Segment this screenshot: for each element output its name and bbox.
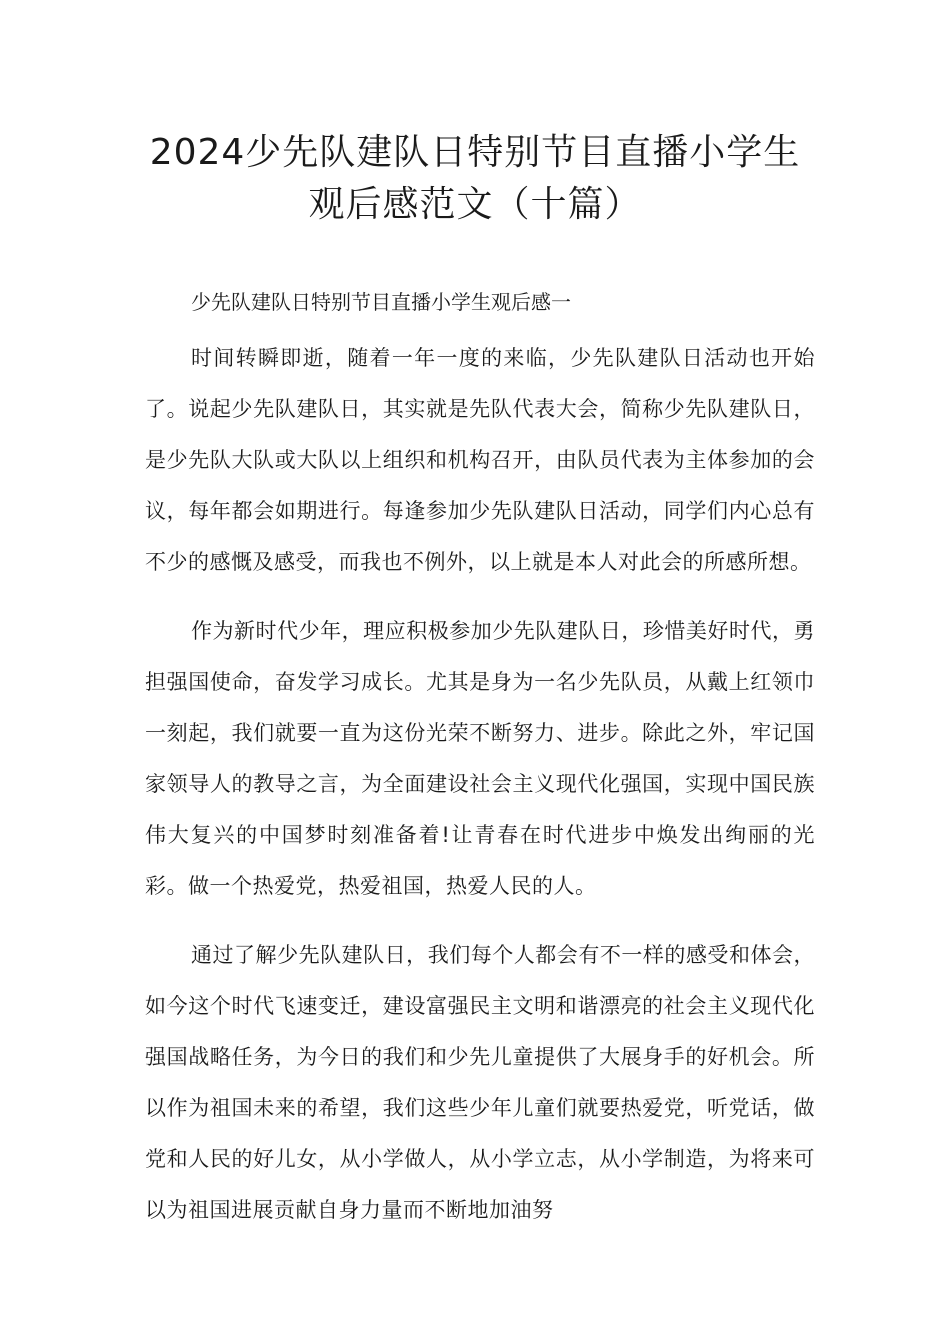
paragraph-3: 通过了解少先队建队日，我们每个人都会有不一样的感受和体会，如今这个时代飞速变迁，建设富强民主文明和谐漂亮的社会主义现代化强国战略任务，为今日的我们和少先儿童提供了大展身手的好机会。所以作为祖国未来的希望，我们这些少年儿童们就要热爱党，听党话，做党和人民的好儿女，从小学做人，从小学立志，从小学制造，为将来可以为祖国进展贡献自身力量而不断地加油努 [145,943,815,1222]
title-line-1: 2024少先队建队日特别节目直播小学生 [149,132,801,173]
paragraph-2: 作为新时代少年，理应积极参加少先队建队日，珍惜美好时代，勇担强国使命，奋发学习成长。尤其是身为一名少先队员，从戴上红领巾一刻起，我们就要一直为这份光荣不断努力、进步。除此之外，牢记国家领导人的教导之言，为全面建设社会主义现代化强国，实现中国民族伟大复兴的中国梦时刻准备着!让青春在时代进步中焕发出绚丽的光彩。做一个热爱党，热爱祖国，热爱人民的人。 [145,619,815,898]
document-body [145,285,815,1254]
section-heading: 少先队建队日特别节目直播小学生观后感一 [191,290,571,314]
document-title [100,127,850,231]
paragraph-1: 时间转瞬即逝，随着一年一度的来临，少先队建队日活动也开始了。说起少先队建队日，其实就是先队代表大会，简称少先队建队日，是少先队大队或大队以上组织和机构召开，由队员代表为主体参加的会议，每年都会如期进行。每逢参加少先队建队日活动，同学们内心总有不少的感慨及感受，而我也不例外，以上就是本人对此会的所感所想。 [145,346,815,574]
title-line-2: 观后感范文（十篇） [308,184,642,225]
